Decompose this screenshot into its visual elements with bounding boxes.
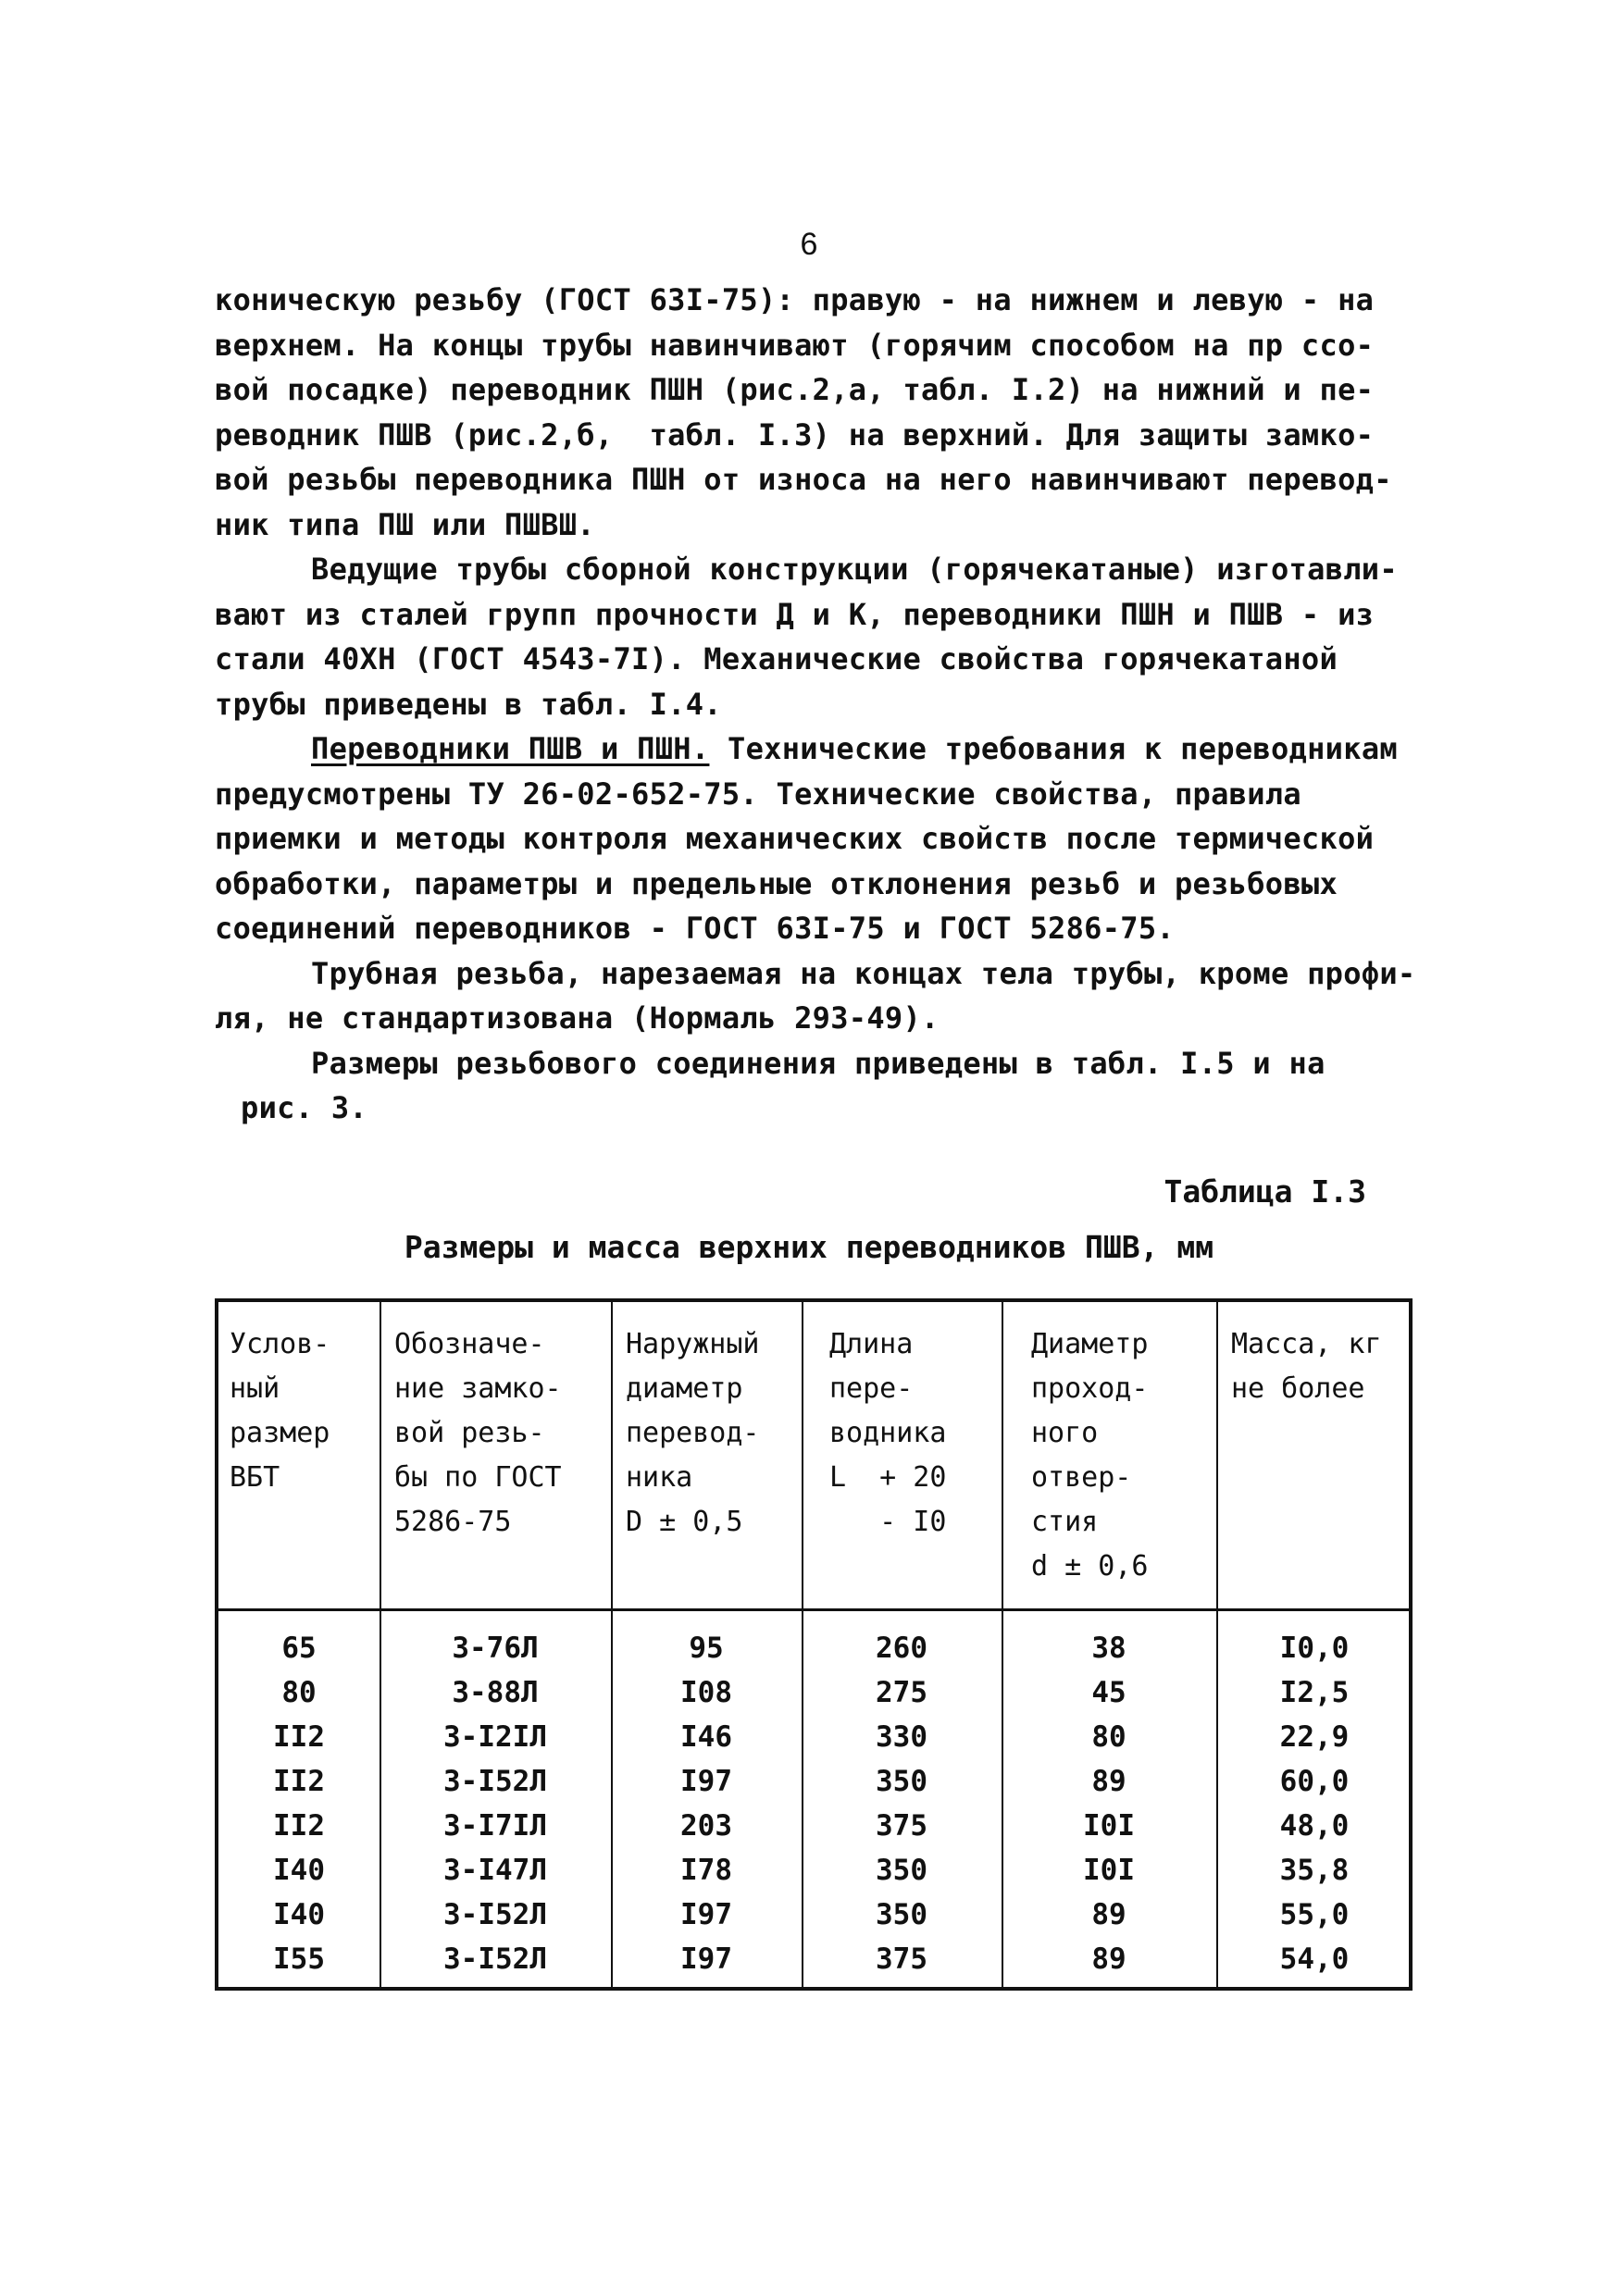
table-cell: 260 [876,1632,927,1665]
table-header-cell: Длина пере- водника L + 20 - I0 [829,1328,947,1538]
text-line: вой резьбы переводника ПШН от износа на него навинчивают перевод- [215,462,1392,497]
table-cell: II2 [273,1720,325,1754]
table-cell: З-I52Л [443,1942,547,1976]
table-cell: I08 [680,1676,732,1709]
text-line: коническую резьбу (ГОСТ 63I-75): правую - на нижнем и левую - на [215,282,1375,317]
table-column [218,1626,380,1981]
text-line [215,726,1418,772]
table-cell: I0I [1083,1854,1135,1887]
table-cell: 45 [1091,1676,1126,1709]
table-cell: I40 [273,1898,325,1931]
data-table [215,1298,1413,1991]
text-fragment: Технические требования к переводникам [709,731,1398,766]
table-cell: I55 [273,1942,325,1976]
table-cell: 275 [876,1676,927,1709]
table-cell: 55,0 [1279,1898,1350,1931]
table-cell: I78 [680,1854,732,1887]
table-cell: 80 [281,1676,317,1709]
table-cell: 89 [1091,1765,1126,1798]
text-line: ник типа ПШ или ПШВШ. [215,506,595,542]
text-line: вают из сталей групп прочности Д и К, переводники ПШН и ПШВ - из [215,596,1375,632]
table-cell: З-I47Л [443,1854,547,1887]
table-cell: 350 [876,1765,927,1798]
table-cell: 65 [281,1632,317,1665]
table-label: Таблица I.3 [1164,1173,1366,1210]
table-column [802,1626,1002,1981]
text-line: ля, не стандартизована (Нормаль 293-49). [215,1000,940,1036]
body-text [215,278,1418,1131]
table-cell: З-I2IЛ [443,1720,547,1754]
table-cell: I97 [680,1898,732,1931]
table-cell: 350 [876,1854,927,1887]
table-cell: I97 [680,1765,732,1798]
text-line: трубы приведены в табл. I.4. [215,686,722,722]
table-header-cell: Обозначе- ние замко- вой резь- бы по ГОСТ 5286-75 [394,1328,562,1538]
table-cell: 60,0 [1279,1765,1350,1798]
text-line: Трубная резьба, нарезаемая на концах тела трубы, кроме профи- [311,955,1416,991]
table-cell: 48,0 [1279,1809,1350,1843]
table-header-cell: Масса, кг не более [1231,1328,1382,1405]
text-line: верхнем. На концы трубы навинчивают (горячим способом на пр ссо- [215,327,1375,363]
table-cell: 375 [876,1809,927,1843]
table-cell: I2,5 [1279,1676,1350,1709]
text-line: соединений переводников - ГОСТ 63I-75 и ГОСТ 5286-75. [215,911,1175,946]
table-cell: I40 [273,1854,325,1887]
table-cell: I0,0 [1279,1632,1350,1665]
table-cell: 22,9 [1279,1720,1350,1754]
table-title: Размеры и масса верхних переводников ПШВ, мм [404,1229,1214,1265]
table-cell: 95 [689,1632,724,1665]
table-cell: 89 [1091,1942,1126,1976]
table-cell: 375 [876,1942,927,1976]
table-cell: 35,8 [1279,1854,1350,1887]
table-cell: 54,0 [1279,1942,1350,1976]
table-cell: З-I52Л [443,1898,547,1931]
text-line: Размеры резьбового соединения приведены в табл. I.5 и на [311,1045,1326,1081]
table-cell: З-I52Л [443,1765,547,1798]
table-cell: I0I [1083,1809,1135,1843]
text-line: Ведущие трубы сборной конструкции (горячекатаные) изготавли- [311,552,1398,587]
table-cell: 330 [876,1720,927,1754]
table-header-cell: Диаметр проход- ного отвер- стия d ± 0,6 [1031,1328,1149,1582]
table-cell: 203 [680,1809,732,1843]
table-column [1002,1626,1216,1981]
table-column [1216,1626,1413,1981]
table-cell: З-76Л [452,1632,539,1665]
table-cell: 38 [1091,1632,1126,1665]
table-cell: З-88Л [452,1676,539,1709]
table-cell: I46 [680,1720,732,1754]
text-line: предусмотрены ТУ 26-02-652-75. Технические свойства, правила [215,776,1301,812]
text-line: вой посадке) переводник ПШН (рис.2,а, табл. I.2) на нижний и пе- [215,372,1375,407]
text-line: рис. 3. [241,1090,367,1125]
text-line: стали 40ХН (ГОСТ 4543-7I). Механические свойства горячекатаной [215,641,1338,676]
text-line: приемки и методы контроля механических свойств после термической [215,821,1375,856]
table-cell: II2 [273,1765,325,1798]
table-cell: З-I7IЛ [443,1809,547,1843]
table-header-cell: Наружный диаметр перевод- ника D ± 0,5 [626,1328,760,1538]
table-column [380,1626,611,1981]
table-cell: I97 [680,1942,732,1976]
table-cell: 350 [876,1898,927,1931]
text-line: обработки, параметры и предельные отклонения резьб и резьбовых [215,865,1338,901]
table-cell: 89 [1091,1898,1126,1931]
text-line: реводник ПШВ (рис.2,б, табл. I.3) на верхний. Для защиты замко- [215,416,1375,453]
section-heading: Переводники ПШВ и ПШН. [311,731,710,766]
table-cell: II2 [273,1809,325,1843]
table-header-cell: Услов- ный размер ВБТ [230,1328,330,1494]
header-divider [218,1608,1409,1611]
table-column [611,1626,802,1981]
page-number: 6 [800,227,818,262]
table-cell: 80 [1091,1720,1126,1754]
